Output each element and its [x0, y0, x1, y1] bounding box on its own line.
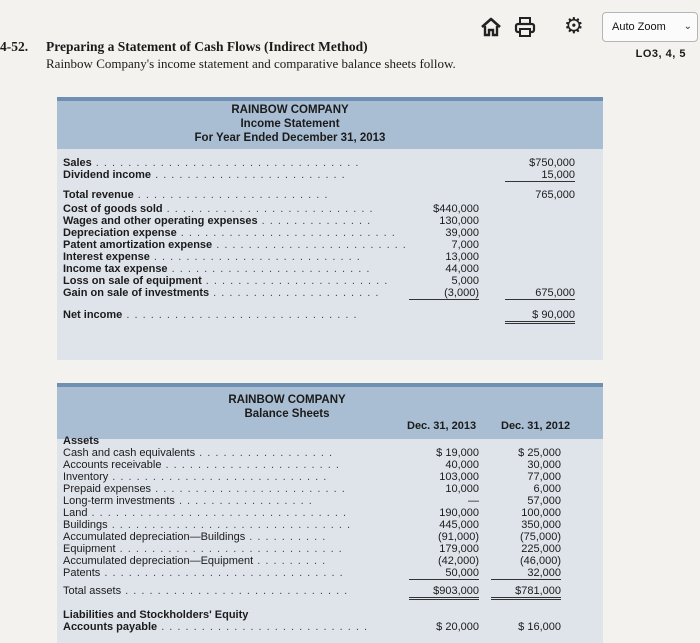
accounts-payable-2012: $ 16,000	[518, 621, 561, 633]
bs-col1-value: $ 19,000	[436, 447, 479, 459]
is-col2-value: 675,000	[505, 287, 575, 300]
problem-subtitle: Rainbow Company's income statement and comparative balance sheets follow.	[46, 56, 456, 71]
is-col1-value: 13,000	[445, 251, 479, 263]
bs-row-label: Cash and cash equivalents	[63, 447, 196, 459]
is-col1-value: 44,000	[445, 263, 479, 275]
bs-col1-value: —	[468, 495, 479, 507]
bs-row: Accumulated depreciation—Equipment . . . . . . . . .	[63, 555, 327, 567]
bs-row: Buildings . . . . . . . . . . . . . . . . . . . . . . . . . . . . . .	[63, 519, 352, 531]
bs-col1-value: 190,000	[439, 507, 479, 519]
is-period: For Year Ended December 31, 2013	[194, 132, 386, 144]
is-row: Cost of goods sold . . . . . . . . . . . . . . . . . . . . . . . . . .	[63, 203, 374, 215]
bs-col2-value: (46,000)	[520, 555, 561, 567]
bs-col1-value: 40,000	[445, 459, 479, 471]
problem-title: Preparing a Statement of Cash Flows (Indirect Method)	[46, 39, 368, 54]
is-row-label: Patent amortization expense	[63, 239, 213, 251]
bs-row: Long-term investments . . . . . . . . . . . . . . . . .	[63, 495, 313, 507]
is-row: Interest expense . . . . . . . . . . . . . . . . . . . . . . . . . .	[63, 251, 361, 263]
home-icon[interactable]	[480, 16, 502, 38]
is-row-label: Dividend income	[63, 169, 152, 181]
bs-row: Accounts receivable . . . . . . . . . . . . . . . . . . . . . .	[63, 459, 340, 471]
is-col1-value: 7,000	[451, 239, 479, 251]
is-row-label: Loss on sale of equipment	[63, 275, 202, 287]
is-row-label: Income tax expense	[63, 263, 168, 275]
is-company: RAINBOW COMPANY	[231, 104, 349, 116]
bs-col1-value: 179,000	[439, 543, 479, 555]
bs-col2-value: (75,000)	[520, 531, 561, 543]
bs-col2-value: 30,000	[527, 459, 561, 471]
is-row: Patent amortization expense . . . . . . . . . . . . . . . . . . . . . . . .	[63, 239, 407, 251]
income-statement	[57, 97, 603, 360]
bs-row: Inventory . . . . . . . . . . . . . . . . . . . . . . . . . . .	[63, 471, 328, 483]
accounts-payable-row: Accounts payable . . . . . . . . . . . . . . . . . . . . . . . . . .	[63, 621, 369, 633]
is-row-label: Net income	[63, 309, 123, 321]
liabilities-heading: Liabilities and Stockholders' Equity	[63, 609, 249, 621]
bs-row: Cash and cash equivalents . . . . . . . . . . . . . . . . .	[63, 447, 334, 459]
chevron-down-icon: ⌄	[683, 21, 692, 32]
bs-col2-value: 100,000	[521, 507, 561, 519]
is-row-label: Sales	[63, 157, 92, 169]
is-col1-value: 5,000	[451, 275, 479, 287]
bs-col2-header: Dec. 31, 2012	[501, 420, 571, 432]
is-col2-value: $ 90,000	[505, 309, 575, 324]
bs-col2-value: 77,000	[527, 471, 561, 483]
bs-company: RAINBOW COMPANY	[228, 394, 346, 406]
bs-row-label: Land	[63, 507, 88, 519]
bs-title: Balance Sheets	[244, 408, 330, 420]
is-row: Total revenue . . . . . . . . . . . . . . . . . . . . . . . .	[63, 189, 329, 201]
bs-col2-value: $781,000	[491, 585, 561, 600]
bs-row: Prepaid expenses . . . . . . . . . . . . . . . . . . . . . . . .	[63, 483, 346, 495]
is-row: Loss on sale of equipment . . . . . . . . . . . . . . . . . . . . . . .	[63, 275, 389, 287]
is-col1-value: $440,000	[433, 203, 479, 215]
bs-row-label: Long-term investments	[63, 495, 175, 507]
is-row-label: Cost of goods sold	[63, 203, 163, 215]
accounts-payable-2013: $ 20,000	[436, 621, 479, 633]
is-col2-value: $750,000	[529, 157, 575, 169]
bs-row: Patents . . . . . . . . . . . . . . . . . . . . . . . . . . . . . .	[63, 567, 344, 579]
bs-row-label: Patents	[63, 567, 101, 579]
is-row-label: Depreciation expense	[63, 227, 177, 239]
is-col1-value: 130,000	[439, 215, 479, 227]
is-row-label: Interest expense	[63, 251, 150, 263]
is-row: Depreciation expense . . . . . . . . . . . . . . . . . . . . . . . . . . .	[63, 227, 396, 239]
balance-sheet	[57, 383, 603, 643]
is-col1-value: (3,000)	[409, 287, 479, 300]
problem-number: 4-52.	[0, 39, 29, 54]
is-col2-value: 15,000	[505, 169, 575, 182]
bs-col1-value: 50,000	[409, 567, 479, 580]
bs-row-label: Inventory	[63, 471, 109, 483]
bs-row-label: Accounts receivable	[63, 459, 162, 471]
is-row: Income tax expense . . . . . . . . . . . . . . . . . . . . . . . . .	[63, 263, 371, 275]
bs-col2-value: 32,000	[491, 567, 561, 580]
is-title: Income Statement	[240, 118, 340, 130]
bs-col2-value: 350,000	[521, 519, 561, 531]
bs-col1-value: 103,000	[439, 471, 479, 483]
bs-row-label: Buildings	[63, 519, 108, 531]
gear-icon[interactable]: ⚙	[564, 14, 584, 39]
print-icon[interactable]	[514, 16, 536, 38]
learning-objectives: LO3, 4, 5	[635, 48, 686, 60]
is-row-label: Total revenue	[63, 189, 134, 201]
bs-col1-value: (42,000)	[438, 555, 479, 567]
bs-row-label: Prepaid expenses	[63, 483, 152, 495]
bs-row-label: Equipment	[63, 543, 116, 555]
bs-row: Equipment . . . . . . . . . . . . . . . . . . . . . . . . . . . .	[63, 543, 343, 555]
is-row: Wages and other operating expenses . . . . . . . . . . . . . .	[63, 215, 372, 227]
bs-col2-value: 57,000	[527, 495, 561, 507]
is-row-label: Gain on sale of investments	[63, 287, 210, 299]
is-row: Sales . . . . . . . . . . . . . . . . . . . . . . . . . . . . . . . . .	[63, 157, 360, 169]
bs-row-label: Accumulated depreciation—Buildings	[63, 531, 246, 543]
bs-col1-value: $903,000	[409, 585, 479, 600]
bs-row-label: Total assets	[63, 585, 122, 597]
viewer-toolbar	[440, 10, 700, 44]
zoom-value: Auto Zoom	[612, 21, 666, 33]
bs-row-label: Accumulated depreciation—Equipment	[63, 555, 254, 567]
zoom-select[interactable]	[602, 12, 698, 42]
bs-col1-value: 445,000	[439, 519, 479, 531]
is-row-label: Wages and other operating expenses	[63, 215, 258, 227]
bs-col1-value: 10,000	[445, 483, 479, 495]
is-col2-value: 765,000	[535, 189, 575, 201]
bs-col1-header: Dec. 31, 2013	[407, 420, 477, 432]
is-row: Dividend income . . . . . . . . . . . . . . . . . . . . . . . .	[63, 169, 346, 181]
bs-col2-value: 225,000	[521, 543, 561, 555]
bs-col1-value: (91,000)	[438, 531, 479, 543]
bs-row: Accumulated depreciation—Buildings . . . . . . . . . .	[63, 531, 327, 543]
bs-row: Land . . . . . . . . . . . . . . . . . . . . . . . . . . . . . . . .	[63, 507, 348, 519]
is-row: Gain on sale of investments . . . . . . . . . . . . . . . . . . . . .	[63, 287, 380, 299]
assets-heading: Assets	[63, 435, 100, 447]
is-row: Net income . . . . . . . . . . . . . . . . . . . . . . . . . . . . .	[63, 309, 358, 321]
bs-col2-value: 6,000	[533, 483, 561, 495]
balance-sheet-header	[57, 383, 603, 439]
bs-row: Total assets . . . . . . . . . . . . . . . . . . . . . . . . . . . .	[63, 585, 349, 597]
bs-col2-value: $ 25,000	[518, 447, 561, 459]
is-col1-value: 39,000	[445, 227, 479, 239]
income-statement-header	[57, 97, 603, 149]
